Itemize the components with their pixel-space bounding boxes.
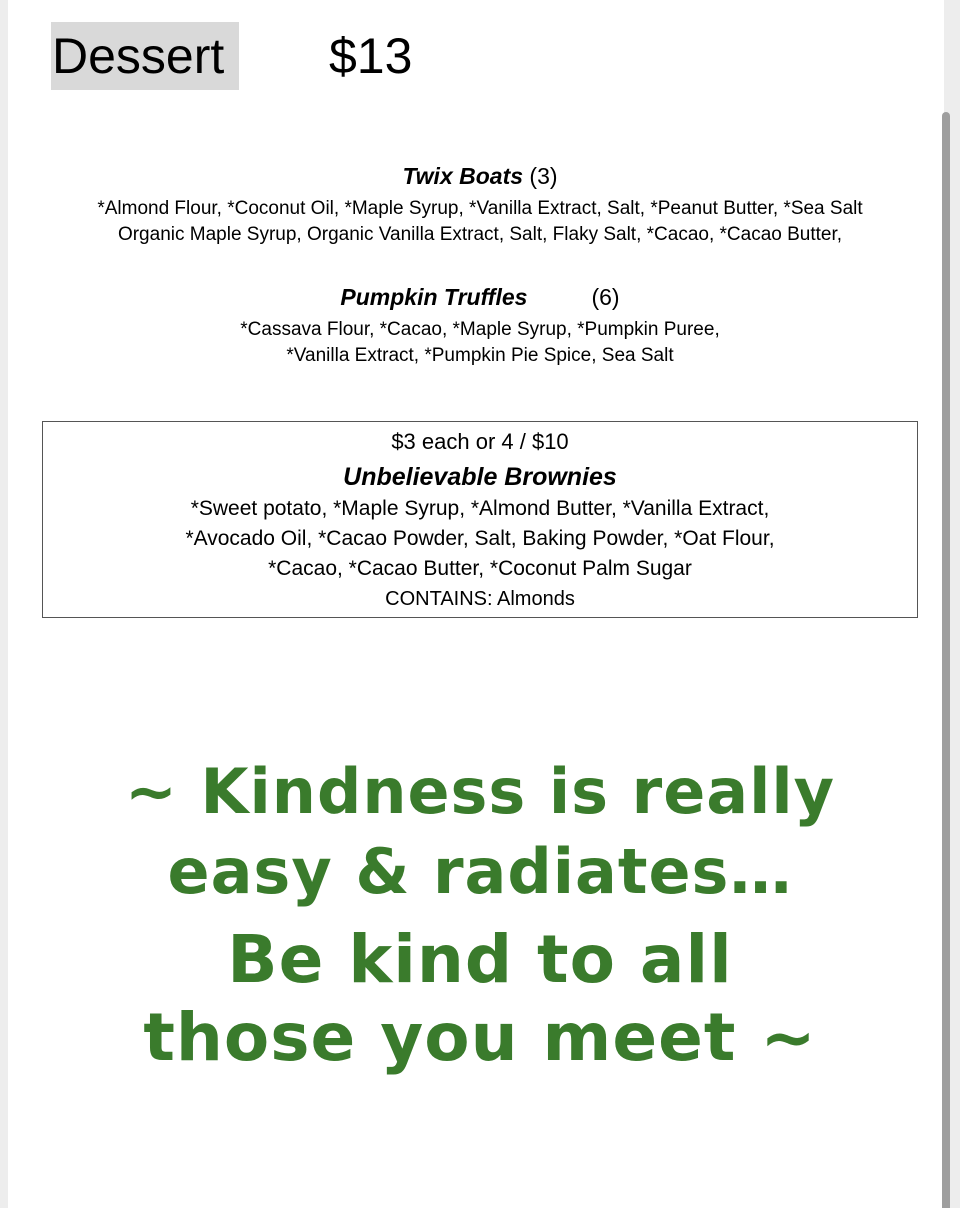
scrollbar-thumb[interactable] xyxy=(942,112,950,1208)
ingredients-line: *Almond Flour, *Coconut Oil, *Maple Syrup, *Vanilla Extract, Salt, *Peanut Butter, *Sea Salt xyxy=(97,198,863,219)
quote-line: those you meet ~ xyxy=(143,999,817,1076)
brownie-box xyxy=(42,421,918,618)
item-name: Twix Boats xyxy=(402,163,524,189)
quote-line: ~ Kindness is really xyxy=(124,755,836,828)
ingredients-line: *Cassava Flour, *Cacao, *Maple Syrup, *Pumpkin Puree, xyxy=(240,319,720,340)
allergen-note: CONTAINS: Almonds xyxy=(385,588,575,610)
item-title-line xyxy=(8,281,952,317)
quote-line: Be kind to all xyxy=(227,921,733,998)
menu-item-pumpkin-truffles xyxy=(8,281,952,369)
menu-item-twix-boats xyxy=(8,160,952,248)
item-count: (6) xyxy=(591,284,620,310)
ingredients-line: *Sweet potato, *Maple Syrup, *Almond Butter, *Vanilla Extract, xyxy=(190,497,770,520)
ingredients-line: *Avocado Oil, *Cacao Powder, Salt, Baking Powder, *Oat Flour, xyxy=(185,527,775,550)
item-title-line xyxy=(8,160,952,196)
ingredients-line: *Vanilla Extract, *Pumpkin Pie Spice, Sea Salt xyxy=(286,345,674,366)
item-count: (3) xyxy=(523,163,558,189)
menu-page xyxy=(8,0,952,1208)
item-name: Pumpkin Truffles xyxy=(340,284,528,310)
quote-line: easy & radiates… xyxy=(167,835,793,908)
brownie-price: $3 each or 4 / $10 xyxy=(391,429,569,454)
section-title: Dessert xyxy=(51,22,239,90)
section-price: $13 xyxy=(329,28,413,84)
ingredients-line: Organic Maple Syrup, Organic Vanilla Extract, Salt, Flaky Salt, *Cacao, *Cacao Butter, xyxy=(117,224,843,245)
ingredients-line: *Cacao, *Cacao Butter, *Coconut Palm Sugar xyxy=(268,557,692,580)
brownie-name: Unbelievable Brownies xyxy=(343,463,617,491)
